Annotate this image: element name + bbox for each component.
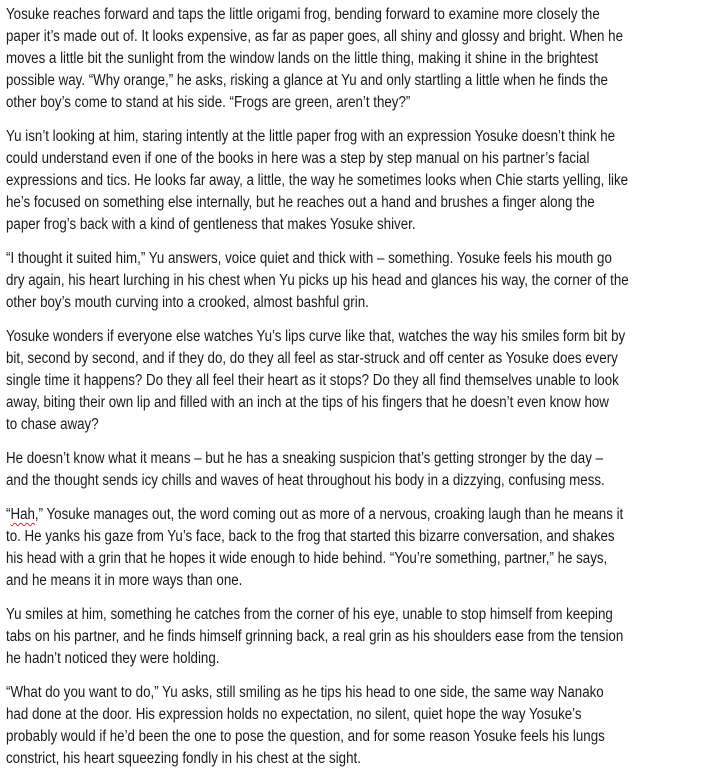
line-text: paper frog’s back with a kind of gentleness that makes Yosuke shiver. bbox=[6, 216, 416, 233]
line-text: his head with a grin that he hopes it wide enough to hide behind. “You’re something, partner,” he says, bbox=[6, 550, 608, 567]
line-text: Yosuke wonders if everyone else watches Yu’s lips curve like that, watches the way his smiles form bit by bbox=[6, 328, 626, 345]
text-line bbox=[6, 248, 727, 270]
line-text: he’s focused on something else internally, but he reaches out a hand and brushes a finger along the bbox=[6, 194, 595, 211]
line-text: he hadn’t noticed they were holding. bbox=[6, 650, 220, 667]
paragraph bbox=[6, 448, 727, 492]
text-line bbox=[6, 570, 727, 592]
text-line bbox=[6, 348, 727, 370]
text-line bbox=[6, 70, 727, 92]
text-line bbox=[6, 192, 727, 214]
open-quote: “ bbox=[6, 506, 11, 523]
line-text: other boy’s come to stand at his side. “Frogs are green, aren’t they?” bbox=[6, 94, 411, 111]
text-line bbox=[6, 648, 727, 670]
text-line bbox=[6, 604, 727, 626]
line-text bbox=[6, 504, 623, 526]
line-text: other boy’s mouth curving into a crooked, almost bashful grin. bbox=[6, 294, 369, 311]
paragraph bbox=[6, 604, 727, 670]
paragraph bbox=[6, 4, 727, 114]
line-text: Yosuke reaches forward and taps the little origami frog, bending forward to examine more closely the bbox=[6, 6, 600, 23]
line-text: single time it happens? Do they all feel their heart as it stops? Do they all find themselves unable to look bbox=[6, 372, 619, 389]
paragraph bbox=[6, 326, 727, 436]
line-text: and the thought sends icy chills and waves of heat throughout his body in a dizzying, confusing mess. bbox=[6, 472, 605, 489]
line-text: possible way. “Why orange,” he asks, risking a glance at Yu and only startling a little when he finds the bbox=[6, 72, 608, 89]
text-line bbox=[6, 470, 727, 492]
line-text: Yu isn’t looking at him, staring intently at the little paper frog with an expression Yosuke doesn’t think he bbox=[6, 128, 616, 145]
text-line bbox=[6, 214, 727, 236]
paragraph bbox=[6, 248, 727, 314]
line-text: constrict, his heart squeezing fondly in his chest at the sight. bbox=[6, 750, 361, 767]
text-line bbox=[6, 48, 727, 70]
line-text: probably would if he’d been the one to pose the question, and for some reason Yosuke feels his lungs bbox=[6, 728, 605, 745]
paragraph bbox=[6, 682, 727, 770]
text-line bbox=[6, 682, 727, 704]
text-line bbox=[6, 626, 727, 648]
misspelled-word[interactable]: Hah bbox=[10, 506, 35, 523]
text-line bbox=[6, 292, 727, 314]
line-text: “What do you want to do,” Yu asks, still smiling as he tips his head to one side, the same way Nanako bbox=[6, 684, 604, 701]
paragraph bbox=[6, 126, 727, 236]
line-text: moves a little bit the sunlight from the window lands on the little thing, making it shine in the brightest bbox=[6, 50, 599, 67]
paragraph bbox=[6, 504, 727, 592]
line-text-rest: ,” Yosuke manages out, the word coming out as more of a nervous, croaking laugh than he means it bbox=[34, 506, 624, 523]
line-text: bit, second by second, and if they do, do they all feel as star-struck and off center as Yosuke does every bbox=[6, 350, 618, 367]
text-line bbox=[6, 148, 727, 170]
text-line bbox=[6, 326, 727, 348]
text-line bbox=[6, 126, 727, 148]
line-text: tabs on his partner, and he finds himself grinning back, a real grin as his shoulders ease from the tension bbox=[6, 628, 624, 645]
text-line bbox=[6, 548, 727, 570]
line-text: Yu smiles at him, something he catches from the corner of his eye, unable to stop himself from keeping bbox=[6, 606, 613, 623]
line-text: dry again, his heart lurching in his chest when Yu picks up his head and glances his way, the corner of the bbox=[6, 272, 629, 289]
line-text: paper it’s made out of. It looks expensive, as far as paper goes, all shiny and glossy and bright. When he bbox=[6, 28, 623, 45]
line-text: away, biting their own lip and filled with an inch at the tips of his fingers that he doesn’t even know how bbox=[6, 394, 609, 411]
line-text: to. He yanks his gaze from Yu’s face, back to the frog that started this bizarre conversation, and shakes bbox=[6, 528, 615, 545]
text-line bbox=[6, 526, 727, 548]
line-text: could understand even if one of the books in here was a step by step manual on his partner’s facial bbox=[6, 150, 590, 167]
line-text: expressions and tics. He looks far away, a little, the way he sometimes looks when Chie starts yelling, like bbox=[6, 172, 629, 189]
text-line bbox=[6, 26, 727, 48]
line-text: had done at the door. His expression holds no expectation, no silent, quiet hope the way Yosuke’s bbox=[6, 706, 582, 723]
line-text: “I thought it suited him,” Yu answers, voice quiet and thick with – something. Yosuke feels his mouth go bbox=[6, 250, 612, 267]
line-text: He doesn’t know what it means – but he has a sneaking suspicion that’s getting stronger by the day – bbox=[6, 450, 604, 467]
text-line bbox=[6, 170, 727, 192]
text-line bbox=[6, 92, 727, 114]
text-line bbox=[6, 4, 727, 26]
line-text: and he means it in more ways than one. bbox=[6, 572, 243, 589]
line-text: to chase away? bbox=[6, 416, 99, 433]
text-line bbox=[6, 704, 727, 726]
text-line bbox=[6, 448, 727, 470]
text-line bbox=[6, 392, 727, 414]
text-line bbox=[6, 726, 727, 748]
text-line bbox=[6, 414, 727, 436]
text-line bbox=[6, 504, 727, 526]
text-line bbox=[6, 370, 727, 392]
text-line bbox=[6, 270, 727, 292]
